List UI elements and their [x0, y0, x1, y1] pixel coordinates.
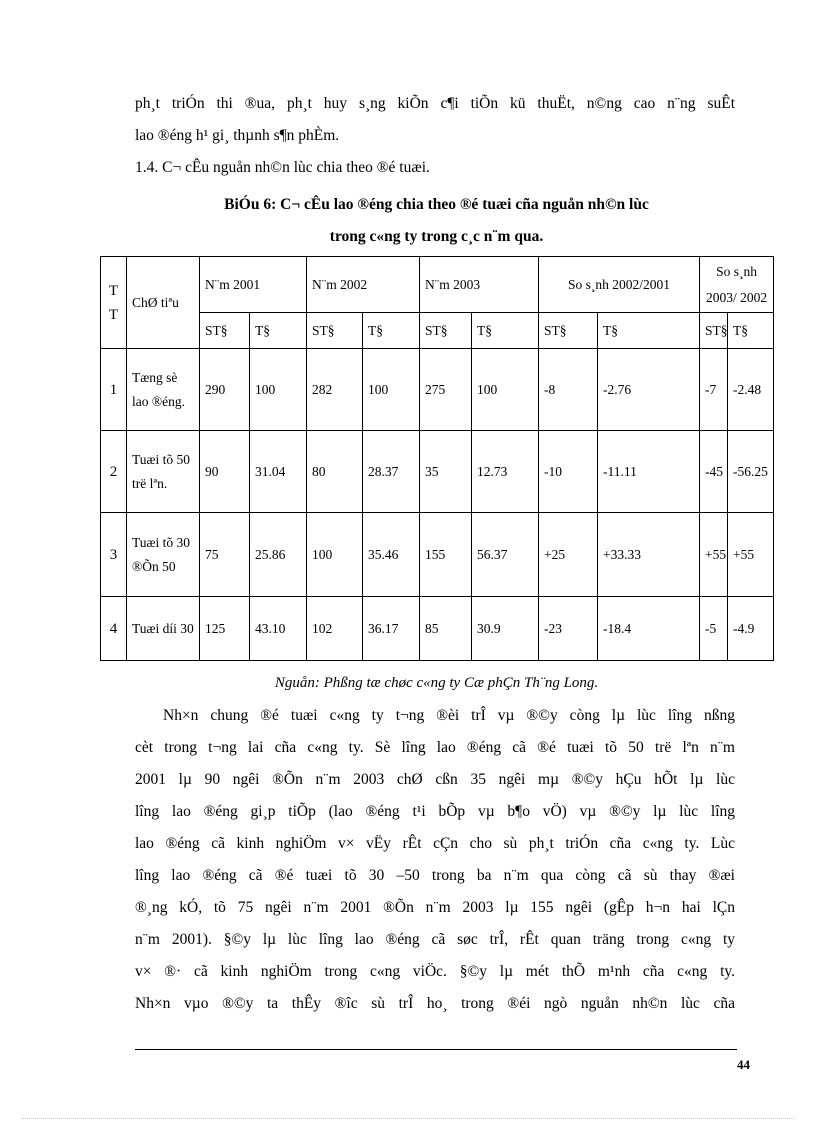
cell-t-compare-1: +33.33: [598, 513, 700, 597]
table-source: Nguån: Phßng tæ chøc c«ng ty Cæ phÇn Th¨ng Long.: [274, 675, 599, 691]
row-number: 4: [101, 597, 127, 661]
cell-t-compare-2: -2.48: [728, 349, 774, 431]
subheader-st: ST§: [200, 313, 250, 349]
text-line: ph¸t triÓn thi ®ua, ph¸t huy s¸ng kiÕn c¶i tiÕn kü thuËt, n©ng cao n¨ng suÊt: [135, 95, 735, 112]
cell-t-compare-1: -11.11: [598, 431, 700, 513]
table-subheader-row: [101, 313, 774, 349]
cell-t-2001: 31.04: [250, 431, 307, 513]
subheader-t: T§: [472, 313, 539, 349]
cell-t-2003: 100: [472, 349, 539, 431]
cell-st-compare-2: -7: [700, 349, 728, 431]
cell-t-2001: 100: [250, 349, 307, 431]
cell-st-compare-2: -45: [700, 431, 728, 513]
cell-st-2001: 125: [200, 597, 250, 661]
text-line: ®¸ng kÓ, tõ 75 ngêi n¨m 2001 ®Õn n¨m 2003 lµ 155 ngêi (gÊp h¬n hai lÇn: [135, 899, 735, 916]
table-title-line-2: trong c«ng ty trong c¸c n¨m qua.: [329, 228, 544, 245]
age-structure-table: [100, 256, 774, 661]
cell-st-2001: 90: [200, 431, 250, 513]
row-label: Tuæi tõ 50 trë lªn.: [127, 431, 200, 513]
row-number: 1: [101, 349, 127, 431]
footer-rule: [135, 1049, 737, 1050]
cell-st-2001: 75: [200, 513, 250, 597]
row-number: 3: [101, 513, 127, 597]
cell-st-compare-1: -8: [539, 349, 598, 431]
cell-st-compare-1: -10: [539, 431, 598, 513]
table-title-line-1: BiÓu 6: C¬ cÊu lao ®éng chia theo ®é tuæi cña nguån nh©n lùc: [224, 196, 649, 213]
cell-t-compare-1: -18.4: [598, 597, 700, 661]
cell-st-compare-2: -5: [700, 597, 728, 661]
header-compare-2003-2002: So s¸nh 2003/ 2002: [700, 257, 774, 313]
text-line: Nh×n vµo ®©y ta thÊy ®îc sù trÎ ho¸ trong ®éi ngò nguån nh©n lùc cña: [135, 995, 735, 1012]
intro-paragraph: [135, 88, 735, 184]
table-row: [101, 597, 774, 661]
row-label: Tæng sè lao ®éng.: [127, 349, 200, 431]
cell-t-2002: 100: [363, 349, 420, 431]
cell-t-compare-2: +55: [728, 513, 774, 597]
header-indicator: ChØ tiªu: [127, 257, 200, 349]
subheader-st: ST§: [539, 313, 598, 349]
body-paragraph: [135, 700, 735, 1020]
subheader-st: ST§: [700, 313, 728, 349]
cell-t-2003: 56.37: [472, 513, 539, 597]
page-number: 44: [737, 1057, 750, 1072]
subheader-t: T§: [728, 313, 774, 349]
subheader-t: T§: [250, 313, 307, 349]
header-tt: T T: [101, 257, 127, 349]
text-line: cèt trong t¬ng lai cña c«ng ty. Sè lîng lao ®éng cã ®é tuæi tõ 50 trë lªn n¨m: [135, 739, 735, 756]
cell-st-2003: 35: [420, 431, 472, 513]
subheader-t: T§: [598, 313, 700, 349]
text-line: lîng lao ®éng cã ®é tuæi tõ 30 –50 trong ba n¨m qua còng cã sù thay ®æi: [135, 867, 735, 884]
text-line: v× ®· cã kinh nghiÖm trong c«ng viÖc. §©y lµ mét thÕ m¹nh cña c«ng ty.: [135, 963, 735, 980]
text-line: 2001 lµ 90 ngêi ®Õn n¨m 2003 chØ cßn 35 ngêi mµ ®©y hÇu hÕt lµ lùc: [135, 771, 735, 788]
row-label: Tuæi díi 30: [127, 597, 200, 661]
cell-t-2003: 12.73: [472, 431, 539, 513]
cell-st-2002: 80: [307, 431, 363, 513]
cell-t-2002: 28.37: [363, 431, 420, 513]
cell-st-2002: 100: [307, 513, 363, 597]
cell-st-compare-1: -23: [539, 597, 598, 661]
cell-t-2003: 30.9: [472, 597, 539, 661]
text-line: n¨m 2001). §©y lµ lùc lîng lao ®éng cã søc trÎ, rÊt quan träng trong c«ng ty: [135, 931, 735, 948]
table-row: [101, 349, 774, 431]
cell-t-compare-2: -56.25: [728, 431, 774, 513]
page-edge-dotted-line: [22, 1118, 794, 1119]
subheader-t: T§: [363, 313, 420, 349]
cell-t-2001: 43.10: [250, 597, 307, 661]
cell-st-2002: 102: [307, 597, 363, 661]
table-header-row: [101, 257, 774, 313]
cell-st-compare-2: +55: [700, 513, 728, 597]
header-year-2002: N¨m 2002: [307, 257, 420, 313]
header-year-2001: N¨m 2001: [200, 257, 307, 313]
cell-t-2001: 25.86: [250, 513, 307, 597]
cell-st-compare-1: +25: [539, 513, 598, 597]
subheader-st: ST§: [420, 313, 472, 349]
cell-st-2002: 282: [307, 349, 363, 431]
text-line: lao ®éng cã kinh nghiÖm v× vËy rÊt cÇn cho sù ph¸t triÓn cña c«ng ty. Lùc: [135, 835, 735, 852]
cell-t-compare-1: -2.76: [598, 349, 700, 431]
cell-t-compare-2: -4.9: [728, 597, 774, 661]
row-number: 2: [101, 431, 127, 513]
text-line: lao ®éng h¹ gi¸ thµnh s¶n phÈm.: [135, 127, 340, 144]
cell-st-2003: 275: [420, 349, 472, 431]
header-compare-2002-2001: So s¸nh 2002/2001: [539, 257, 700, 313]
text-line: Nh×n chung ®é tuæi c«ng ty t¬ng ®èi trÎ vµ ®©y còng lµ lùc lîng nßng: [163, 707, 735, 724]
cell-t-2002: 36.17: [363, 597, 420, 661]
section-heading: 1.4. C¬ cÊu nguån nh©n lùc chia theo ®é tuæi.: [135, 159, 430, 176]
cell-t-2002: 35.46: [363, 513, 420, 597]
cell-st-2001: 290: [200, 349, 250, 431]
header-year-2003: N¨m 2003: [420, 257, 539, 313]
table-row: [101, 431, 774, 513]
cell-st-2003: 85: [420, 597, 472, 661]
text-line: lîng lao ®éng gi¸p tiÕp (lao ®éng t¹i bÕp vµ b¶o vÖ) vµ ®©y lµ lùc lîng: [135, 803, 735, 820]
table-row: [101, 513, 774, 597]
row-label: Tuæi tõ 30 ®Õn 50: [127, 513, 200, 597]
cell-st-2003: 155: [420, 513, 472, 597]
subheader-st: ST§: [307, 313, 363, 349]
